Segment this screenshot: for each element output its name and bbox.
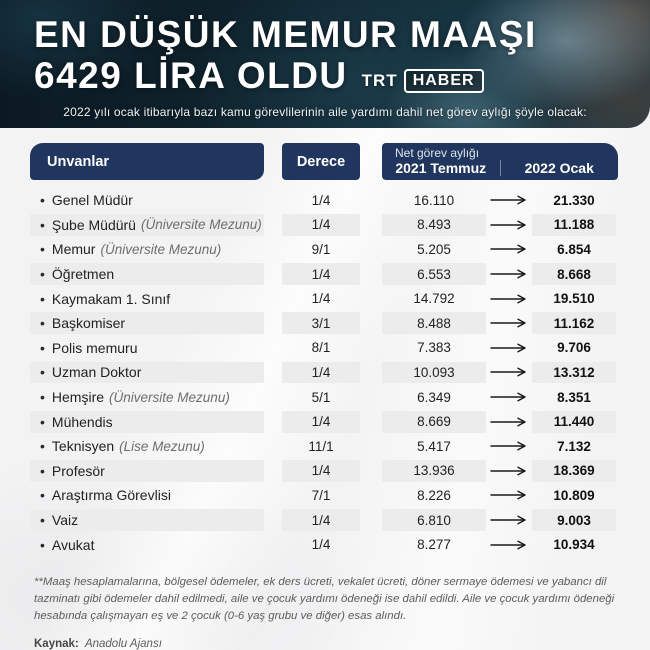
row-derece-value: 1/4	[282, 214, 360, 236]
row-title: Avukat	[51, 536, 95, 553]
row-derece-value: 1/4	[311, 537, 331, 553]
row-title: Başkomiser	[51, 315, 126, 332]
row-title: Hemşire	[51, 389, 105, 406]
row-title-cell	[30, 189, 264, 211]
row-2022-value: 10.934	[553, 537, 595, 553]
row-title: Araştırma Görevlisi	[51, 487, 171, 504]
bullet-icon: •	[40, 315, 45, 332]
table-row	[30, 508, 618, 533]
row-2022-value: 8.351	[557, 389, 591, 405]
row-derece-value: 9/1	[311, 241, 331, 257]
table-row	[30, 213, 618, 238]
table-row	[30, 360, 618, 385]
row-2021-value: 8.493	[382, 214, 486, 236]
table-row	[30, 459, 618, 484]
row-2021-value: 8.669	[382, 411, 486, 433]
arrow-right-icon	[486, 385, 532, 410]
row-title-cell	[30, 337, 264, 359]
bullet-icon: •	[40, 438, 45, 455]
bullet-icon: •	[40, 364, 45, 381]
row-title-note: (Üniversite Mezunu)	[100, 241, 222, 257]
haber-logo-badge: HABER	[404, 69, 484, 94]
row-title: Genel Müdür	[51, 192, 133, 209]
arrow-right-icon	[486, 213, 532, 238]
row-title-cell	[30, 288, 264, 310]
row-title: Mühendis	[51, 413, 113, 430]
row-2021-value: 5.417	[417, 438, 451, 454]
row-2021-value: 7.383	[417, 340, 451, 356]
row-title: Vaiz	[51, 512, 79, 529]
row-title-cell	[30, 411, 264, 433]
row-derece-value: 1/4	[282, 411, 360, 433]
bullet-icon: •	[40, 266, 45, 283]
table-row	[30, 532, 618, 557]
row-title: Uzman Doktor	[51, 364, 142, 381]
bullet-icon: •	[40, 487, 45, 504]
table-row	[30, 286, 618, 311]
row-2021-value: 6.349	[417, 389, 451, 405]
row-2022-value: 21.330	[553, 192, 595, 208]
row-2022-value: 13.312	[532, 362, 616, 384]
row-title-note: (Üniversite Mezunu)	[140, 217, 262, 233]
row-derece-value: 1/4	[311, 291, 331, 307]
bullet-icon: •	[40, 290, 45, 307]
row-derece-value: 1/4	[282, 362, 360, 384]
row-derece-value: 5/1	[311, 389, 331, 405]
row-derece-value: 8/1	[311, 340, 331, 356]
row-derece-value: 7/1	[311, 487, 331, 503]
source-label: Kaynak:	[34, 638, 79, 650]
table-row	[30, 311, 618, 336]
row-2021-value: 10.093	[382, 362, 486, 384]
hero-header	[0, 0, 650, 128]
row-title: Teknisyen	[51, 438, 115, 455]
table-row	[30, 262, 618, 287]
table-row	[30, 336, 618, 361]
table-row	[30, 237, 618, 262]
column-header-derece: Derece	[282, 143, 360, 180]
row-title-cell	[30, 386, 264, 408]
row-derece-value: 1/4	[282, 509, 360, 531]
arrow-right-icon	[486, 360, 532, 385]
salary-table	[0, 128, 650, 557]
row-2022-value: 9.003	[532, 509, 616, 531]
source-line	[34, 638, 616, 650]
row-2022-value: 6.854	[557, 241, 591, 257]
row-2021-value: 6.810	[382, 509, 486, 531]
row-title-cell	[30, 214, 264, 236]
row-title-cell	[30, 534, 264, 556]
footnote: **Maaş hesaplamalarına, bölgesel ödemeler, ek ders ücreti, vekalet ücreti, döner sermaye ödemesi ve yabancı dil tazminatı gibi ödemeler dahil edilmedi, aile ve çocuk yardımı ödeneği ise dahil edildi. Aile ve çocuk yardımı ödeneği hesabında çalışmayan eş ve 2 çocuk (0-6 yaş grubu ve diğer) esas alındı.	[34, 575, 615, 623]
row-2022-value: 7.132	[557, 438, 591, 454]
row-2022-value: 18.369	[532, 460, 616, 482]
row-derece-value: 11/1	[308, 438, 334, 454]
row-2021-value: 5.205	[417, 241, 451, 257]
row-2021-value: 16.110	[413, 192, 455, 208]
table-row	[30, 385, 618, 410]
row-title-cell	[30, 362, 264, 384]
table-body	[30, 188, 618, 557]
row-derece-value: 3/1	[282, 312, 360, 334]
row-title-cell	[30, 485, 264, 507]
row-2022-value: 8.668	[532, 263, 616, 285]
row-derece-value: 1/4	[282, 263, 360, 285]
arrow-right-icon	[486, 188, 532, 213]
bullet-icon: •	[40, 389, 45, 406]
row-2022-value: 11.162	[532, 312, 616, 334]
page-title-line2: 6429 LİRA OLDU	[34, 54, 348, 96]
column-header-2022-ocak: 2022 Ocak	[524, 160, 594, 176]
row-derece-value: 1/4	[311, 192, 331, 208]
row-2021-value: 13.936	[382, 460, 486, 482]
row-title: Memur	[51, 241, 96, 258]
arrow-right-icon	[486, 286, 532, 311]
arrow-right-icon	[486, 237, 532, 262]
row-title: Profesör	[51, 462, 105, 479]
row-2022-value: 10.809	[553, 487, 595, 503]
trt-haber-logo	[362, 69, 484, 94]
bullet-icon: •	[40, 216, 45, 233]
arrow-right-icon	[486, 434, 532, 459]
row-title: Polis memuru	[51, 339, 138, 356]
row-title-cell	[30, 312, 264, 334]
bullet-icon: •	[40, 536, 45, 553]
trt-logo-text: TRT	[361, 70, 398, 90]
arrow-right-icon	[486, 336, 532, 361]
row-title-cell	[30, 435, 264, 457]
table-row	[30, 409, 618, 434]
row-2021-value: 8.277	[417, 537, 451, 553]
arrow-right-icon	[486, 262, 532, 287]
page-title-line1: EN DÜŞÜK MEMUR MAAŞI	[34, 14, 537, 55]
arrow-right-icon	[486, 409, 532, 434]
row-2021-value: 8.226	[417, 487, 451, 503]
column-header-net-gorev-ayligi	[382, 143, 618, 180]
row-2022-value: 9.706	[557, 340, 591, 356]
row-title-note: (Üniversite Mezunu)	[109, 389, 230, 405]
table-header-row	[30, 143, 618, 180]
arrow-right-icon	[486, 459, 532, 484]
row-title: Şube Müdürü	[51, 216, 136, 233]
row-derece-value: 1/4	[282, 460, 360, 482]
bullet-icon: •	[40, 339, 45, 356]
column-header-unvanlar: Unvanlar	[30, 143, 264, 180]
source-value: Anadolu Ajansı	[84, 638, 162, 650]
row-2021-value: 14.792	[413, 291, 455, 307]
row-title-cell	[30, 460, 264, 482]
bullet-icon: •	[40, 512, 45, 529]
bullet-icon: •	[40, 241, 45, 258]
arrow-right-icon	[486, 311, 532, 336]
arrow-right-icon	[486, 532, 532, 557]
hero-subtitle: 2022 yılı ocak itibarıyla bazı kamu görevlilerinin aile yardımı dahil net görev aylığı şöyle olacak:	[63, 105, 587, 119]
row-title-cell	[30, 263, 264, 285]
row-title: Öğretmen	[51, 266, 115, 283]
arrow-right-icon	[486, 508, 532, 533]
column-header-2021-temmuz: 2021 Temmuz	[395, 160, 487, 176]
row-title-cell	[30, 509, 264, 531]
row-2022-value: 11.188	[532, 214, 616, 236]
row-title-note: (Lise Mezunu)	[119, 438, 205, 454]
net-group-title: Net görev aylığı	[395, 146, 480, 160]
table-row	[30, 483, 618, 508]
row-2021-value: 8.488	[382, 312, 486, 334]
row-2022-value: 11.440	[532, 411, 616, 433]
table-row	[30, 188, 618, 213]
row-title: Kaymakam 1. Sınıf	[51, 290, 171, 307]
page-title	[34, 15, 650, 96]
arrow-right-icon	[486, 483, 532, 508]
row-title-cell	[30, 239, 264, 261]
bullet-icon: •	[40, 413, 45, 430]
row-2021-value: 6.553	[382, 263, 486, 285]
row-2022-value: 19.510	[553, 291, 595, 307]
bullet-icon: •	[40, 192, 45, 209]
table-row	[30, 434, 618, 459]
bullet-icon: •	[40, 462, 45, 479]
